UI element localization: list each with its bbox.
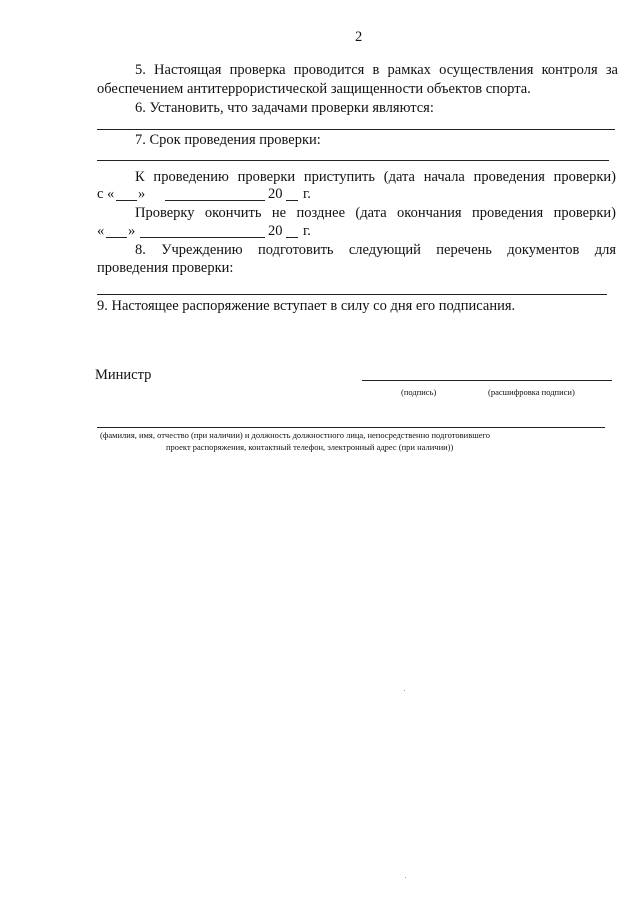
paragraph-5-line-2: обеспечением антитеррористической защищенности объектов спорта. <box>97 81 531 97</box>
start-day-field <box>116 200 137 201</box>
end-year-prefix: 20 <box>268 223 283 239</box>
start-year-field <box>286 200 298 201</box>
paragraph-8-line-1: 8. Учреждению подготовить следующий перечень документов для <box>135 242 616 258</box>
paragraph-5-line-1: 5. Настоящая проверка проводится в рамках осуществления контроля за <box>135 62 618 78</box>
end-month-field <box>140 237 265 238</box>
footnote-line-1: (фамилия, имя, отчество (при наличии) и должность должностного лица, непосредственно подготовившего <box>100 430 491 440</box>
end-date-mid: » <box>128 223 136 239</box>
start-year-suffix: г. <box>303 186 311 202</box>
paragraph-7: 7. Срок проведения проверки: <box>135 132 321 148</box>
paragraph-6: 6. Установить, что задачами проверки являются: <box>135 100 434 116</box>
end-date-prefix: « <box>97 223 105 239</box>
documents-fill-line <box>97 294 607 295</box>
signature-caption: (подпись) <box>401 387 437 397</box>
minister-label: Министр <box>95 367 152 383</box>
scan-speck <box>405 877 406 878</box>
preparer-line <box>97 427 605 428</box>
end-year-suffix: г. <box>303 223 311 239</box>
paragraph-9: 9. Настоящее распоряжение вступает в силу со дня его подписания. <box>97 298 516 314</box>
term-fill-line <box>97 160 609 161</box>
start-date-text: К проведению проверки приступить (дата начала проведения проверки) <box>135 169 616 185</box>
end-year-field <box>286 237 298 238</box>
footnote-line-2: проект распоряжения, контактный телефон, электронный адрес (при наличии)) <box>166 442 454 452</box>
start-month-field <box>165 200 265 201</box>
scan-speck <box>404 690 405 691</box>
end-date-text: Проверку окончить не позднее (дата окончания проведения проверки) <box>135 205 616 221</box>
start-date-prefix: с « <box>97 186 115 202</box>
tasks-fill-line <box>97 129 615 130</box>
end-day-field <box>106 237 127 238</box>
page-number: 2 <box>355 29 363 45</box>
decipher-caption: (расшифровка подписи) <box>488 387 575 397</box>
paragraph-8-line-2: проведения проверки: <box>97 260 234 276</box>
signature-line <box>362 380 612 381</box>
start-year-prefix: 20 <box>268 186 283 202</box>
start-date-mid: » <box>138 186 146 202</box>
